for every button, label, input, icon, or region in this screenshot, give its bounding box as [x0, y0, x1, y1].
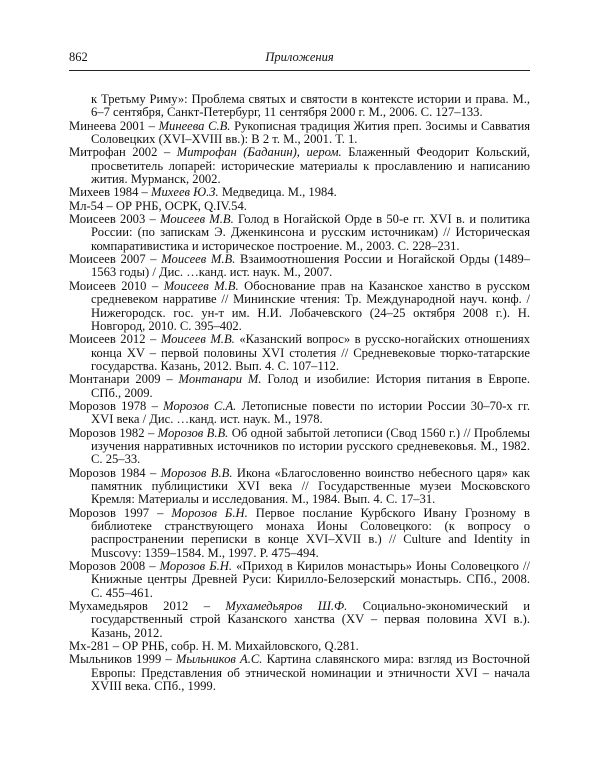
- bibliography-entry: [69, 467, 530, 507]
- entry-text: Картина славянского мира: взгляд из Восточной Европы: Представления об этнической номинации и этничности XVI – начала XVIII века. СПб., 1999.: [91, 652, 531, 694]
- entry-key: Морозов 2008 –: [69, 559, 160, 574]
- entry-key: Моисеев 2007 –: [69, 252, 162, 267]
- bibliography-entry: [69, 373, 530, 400]
- entry-key: Мл-54 – ОР РНБ, ОСРК, Q.IV.54.: [69, 198, 247, 213]
- entry-key: Моисеев 2012 –: [69, 332, 161, 347]
- bibliography-entry: [69, 600, 530, 640]
- entry-key: Минеева 2001 –: [69, 118, 159, 133]
- entry-key: Моисеев 2010 –: [69, 278, 164, 293]
- entry-author: Монтанари М.: [178, 372, 262, 387]
- entry-key: Морозов 1984 –: [69, 465, 161, 480]
- bibliography-entry: [69, 507, 530, 560]
- bibliography-entry: [69, 427, 530, 467]
- bibliography-entry: [69, 560, 530, 600]
- bibliography-entry: [69, 120, 530, 147]
- page-header: [69, 50, 530, 68]
- entry-author: Минеева С.В.: [158, 118, 231, 133]
- bibliography-entry: [69, 280, 530, 333]
- entry-author: Морозов В.В.: [157, 425, 229, 440]
- bibliography-entry: [69, 653, 530, 693]
- entry-author: Мыльников А.С.: [175, 652, 263, 667]
- entry-author: Морозов В.В.: [160, 465, 233, 480]
- running-title: Приложения: [265, 50, 334, 64]
- bibliography-entry: [69, 213, 530, 253]
- entry-author: Моисеев М.В.: [161, 252, 236, 267]
- entry-author: Морозов С.А.: [163, 398, 237, 413]
- bibliography-entry: [69, 93, 530, 120]
- bibliography-entry: [69, 333, 530, 373]
- entry-text: «Приход в Кирилов монастырь» Ионы Соловецкого // Книжные центры Древней Руси: Кирилло-Белозерский монастырь. СПб., 2008. С. 455–461.: [91, 559, 530, 600]
- entry-text: Об одной забытой летописи (Свод 1560 г.) // Проблемы изучения нарративных источников по истории русского средневековья. М., 1982. С. 25–33.: [91, 425, 530, 467]
- bibliography-list: [69, 93, 530, 693]
- entry-text: Голод и изобилие: История питания в Европе. СПб., 2009.: [91, 372, 530, 400]
- entry-key: Монтанари 2009 –: [69, 372, 179, 387]
- entry-key: Мыльников 1999 –: [69, 652, 176, 667]
- entry-text: Взаимоотношения России и Ногайской Орды (1489–1563 годы) / Дис. …канд. ист. наук. М., 2007.: [91, 252, 530, 280]
- bibliography-entry: [69, 186, 530, 199]
- bibliography-entry: [69, 146, 530, 186]
- entry-text: Блаженный Феодорит Кольский, просветитель лопарей: исторические материалы к прославлению и написанию жития. Мурманск, 2002.: [91, 145, 530, 187]
- entry-author: Михеев Ю.З.: [150, 185, 219, 200]
- entry-text: Первое послание Курбского Ивану Грозному в библиотеке странствующего монаха Ионы Соловецкого: (к вопросу о распространении переписки в конце XVI–XVII в.) // Culture and Identity in Muscovy: 1359–1584. М., 1997. P. 475–494.: [91, 505, 530, 560]
- entry-key: Митрофан 2002 –: [69, 145, 177, 160]
- entry-text: Рукописная традиция Жития преп. Зосимы и Савватия Соловецких (XVI–XVIII вв.): В 2 т. М., 2001. Т. 1.: [91, 118, 531, 147]
- bibliography-entry: [69, 640, 530, 653]
- entry-key: Моисеев 2003 –: [69, 212, 161, 227]
- entry-author: Моисеев М.В.: [160, 212, 234, 227]
- bibliography-entry: [69, 400, 530, 427]
- entry-key: Морозов 1997 –: [69, 505, 172, 520]
- entry-key: Мх-281 – ОР РНБ, собр. Н. М. Михайловского, Q.281.: [69, 639, 359, 654]
- entry-author: Морозов Б.Н.: [171, 505, 248, 520]
- entry-text: Летописные повести по истории России 30–70-х гг. XVI века / Дис. …канд. ист. наук. М., 1978.: [91, 398, 530, 427]
- entry-author: Мухамедьяров Ш.Ф.: [225, 599, 348, 614]
- entry-text: Икона «Благословенно воинство небесного царя» как памятник публицистики XVI века // Государственные музеи Московского Кремля: Материалы и исследования. М., 1984. Вып. 4. С. 17–31.: [91, 465, 530, 507]
- header-rule: [69, 70, 530, 71]
- entry-author: Митрофан (Баданин), иером.: [176, 145, 342, 160]
- entry-author: Морозов Б.Н.: [159, 559, 233, 574]
- entry-text: Обоснование прав на Казанское ханство в русском средневеком нарративе // Мининские чтения: Тр. Международной науч. конф. / Нижегородск. гос. ун-т им. Н.И. Лобачевского (24–25 октября 2008 г.). Н. Новгород, 2010. С. 395–402.: [91, 278, 530, 333]
- entry-key: Морозов 1978 –: [69, 398, 164, 413]
- entry-text: Голод в Ногайской Орде в 50-е гг. XVI в. и политика России: (по запискам Э. Дженкинсона и русским источникам) // Историческая компаративистика и историческое построение. М., 2003. С. 228–231.: [91, 212, 530, 253]
- entry-key: Мухамедьяров 2012 –: [69, 599, 226, 614]
- bibliography-entry: [69, 200, 530, 213]
- entry-text: Медведица. М., 1984.: [218, 185, 337, 200]
- entry-author: Моисеев М.В.: [163, 278, 239, 293]
- entry-text: «Казанский вопрос» в русско-ногайских отношениях конца XV – первой половины XVI столетия // Средневековые тюрко-татарские государства. Казань, 2012. Вып. 4. С. 107–112.: [91, 332, 531, 373]
- entry-text: Социально-экономический и государственный строй Казанского ханства (XV – первая половина XVI в.). Казань, 2012.: [91, 599, 530, 640]
- entry-key: Михеев 1984 –: [69, 185, 151, 200]
- entry-text: к Третьму Риму»: Проблема святых и святости в контексте истории и права. М., 6–7 сентября, Санкт-Петербург, 11 сентября 2000 г. М., 2006. С. 127–133.: [91, 92, 530, 120]
- entry-author: Моисеев М.В.: [160, 332, 235, 347]
- entry-key: Морозов 1982 –: [69, 425, 158, 440]
- bibliography-entry: [69, 253, 530, 280]
- page-number: 862: [69, 50, 88, 64]
